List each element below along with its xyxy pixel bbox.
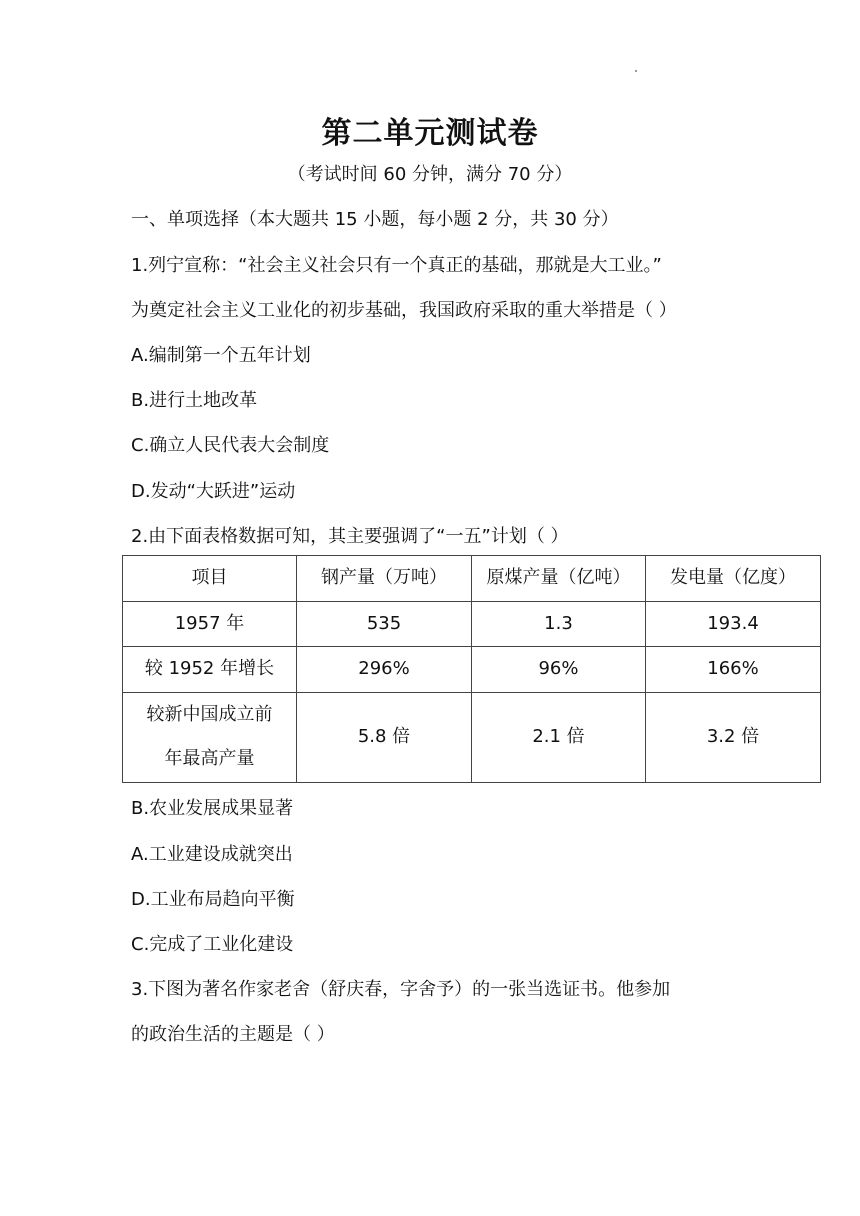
q3-stem-line1: 3.下图为著名作家老舍（舒庆春，字舍予）的一张当选证书。他参加 bbox=[131, 979, 671, 1000]
q2-option-3: D.工业布局趋向平衡 bbox=[131, 889, 295, 910]
table-cell: 193.4 bbox=[646, 601, 821, 647]
table-cell-multiline bbox=[123, 692, 297, 782]
table-cell: 3.2 倍 bbox=[646, 692, 821, 782]
table-cell: 1.3 bbox=[472, 601, 646, 647]
table-row bbox=[123, 647, 821, 693]
q1-stem-line1: 1.列宁宣称：“社会主义社会只有一个真正的基础，那就是大工业。” bbox=[131, 255, 662, 276]
table-cell: 535 bbox=[297, 601, 472, 647]
table-cell-line: 年最高产量 bbox=[164, 748, 255, 770]
table-cell: 较 1952 年增长 bbox=[123, 647, 297, 693]
table-header-cell: 钢产量（万吨） bbox=[297, 556, 472, 602]
table-cell-line: 较新中国成立前 bbox=[146, 704, 273, 726]
table-cell: 2.1 倍 bbox=[472, 692, 646, 782]
q2-stem: 2.由下面表格数据可知，其主要强调了“一五”计划（ ） bbox=[131, 526, 569, 547]
table-row bbox=[123, 692, 821, 782]
table-row bbox=[123, 601, 821, 647]
section-heading: 一、单项选择（本大题共 15 小题，每小题 2 分，共 30 分） bbox=[131, 209, 619, 230]
table-cell: 296% bbox=[297, 647, 472, 693]
table-cell: 5.8 倍 bbox=[297, 692, 472, 782]
q2-option-2: A.工业建设成就突出 bbox=[131, 844, 293, 865]
table-header-row bbox=[123, 556, 821, 602]
q1-option-b: B.进行土地改革 bbox=[131, 390, 258, 411]
q1-option-d: D.发动“大跃进”运动 bbox=[131, 481, 296, 502]
scan-dot bbox=[635, 70, 637, 72]
q1-stem-line2: 为奠定社会主义工业化的初步基础，我国政府采取的重大举措是（ ） bbox=[131, 300, 677, 321]
table-cell: 96% bbox=[472, 647, 646, 693]
q2-option-4: C.完成了工业化建设 bbox=[131, 934, 294, 955]
production-table bbox=[122, 555, 821, 783]
table-cell: 1957 年 bbox=[123, 601, 297, 647]
q1-option-a: A.编制第一个五年计划 bbox=[131, 345, 311, 366]
exam-info: （考试时间 60 分钟，满分 70 分） bbox=[287, 164, 573, 185]
q3-stem-line2: 的政治生活的主题是（ ） bbox=[131, 1024, 335, 1045]
table-header-cell: 原煤产量（亿吨） bbox=[472, 556, 646, 602]
table-cell: 166% bbox=[646, 647, 821, 693]
page-title: 第二单元测试卷 bbox=[321, 116, 539, 151]
q1-option-c: C.确立人民代表大会制度 bbox=[131, 435, 330, 456]
table-header-cell: 项目 bbox=[123, 556, 297, 602]
q2-option-1: B.农业发展成果显著 bbox=[131, 798, 294, 819]
table-header-cell: 发电量（亿度） bbox=[646, 556, 821, 602]
